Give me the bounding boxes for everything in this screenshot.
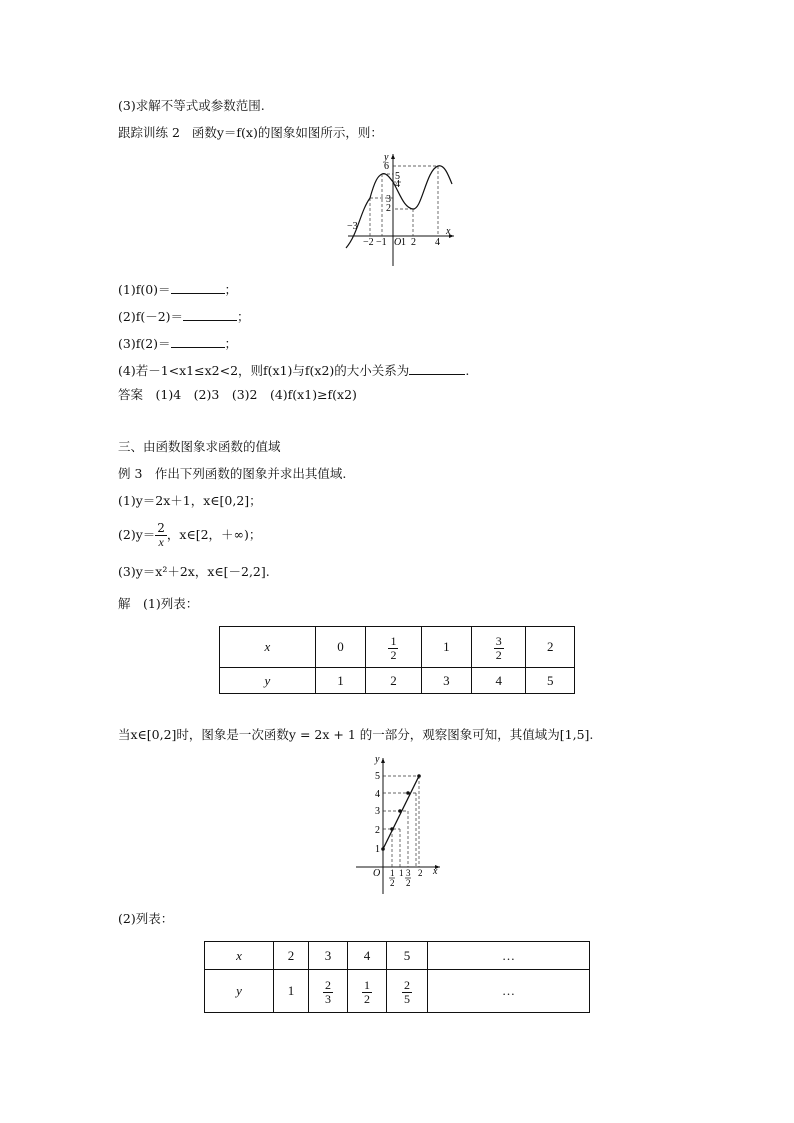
row-label-x: x — [205, 942, 274, 970]
table-cell: 2 — [274, 942, 309, 970]
graph-linear — [348, 752, 448, 897]
graph1-ytick-5: 5 — [395, 171, 400, 182]
graph1-xtick-1: 1 — [401, 237, 406, 248]
table-cell: 4 — [472, 668, 526, 694]
point — [406, 791, 410, 795]
training-label: 跟踪训练 2 — [118, 125, 180, 140]
answer-blank-3 — [171, 335, 225, 348]
example-3: 例 3 作出下列函数的图象并求出其值域. — [118, 466, 347, 481]
table-cell: $\frac{2}{3}$ — [309, 970, 348, 1013]
table-row — [220, 627, 575, 668]
graph2-x-label: x — [433, 866, 438, 877]
y-axis-arrow — [391, 154, 395, 159]
graph2-origin: O — [373, 868, 381, 879]
graph2-ytick-1: 1 — [375, 844, 380, 855]
graph1-xtick-neg2: −2 — [363, 237, 374, 248]
graph1-xtick-4: 4 — [435, 237, 440, 248]
graph2-y-label: y — [375, 754, 380, 765]
table-cell: … — [428, 942, 590, 970]
table-cell: $\frac{1}{2}$ — [366, 627, 421, 668]
table-cell: 5 — [526, 668, 575, 694]
value-table-2 — [204, 941, 590, 1013]
question-2 — [118, 308, 250, 324]
graph2-ytick-5: 5 — [375, 771, 380, 782]
problem-2-prefix: (2)y＝ — [118, 526, 156, 542]
training-heading — [118, 127, 383, 140]
conclusion-1: 当x∈[0,2]时，图象是一次函数y = 2x + 1 的一部分，观察图象可知，其值域为[1,5]. — [118, 727, 594, 742]
graph1-xtick-neg1: −1 — [376, 237, 387, 248]
question-1-end: ； — [224, 282, 238, 297]
question-1 — [118, 281, 237, 297]
table-cell: 3 — [421, 668, 471, 694]
problem-2-fraction — [155, 522, 167, 548]
question-3-end: ； — [224, 336, 238, 351]
graph2-ytick-2: 2 — [375, 825, 380, 836]
problem-3: (3)y＝x²＋2x，x∈[－2,2]. — [118, 564, 270, 579]
y-axis-arrow — [381, 758, 385, 763]
point — [398, 809, 402, 813]
question-1-text: (1)f(0)＝ — [118, 282, 171, 297]
table-cell: 2 — [526, 627, 575, 668]
graph2-xtick-half — [389, 868, 395, 888]
guide-lines — [383, 776, 419, 867]
graph-training — [330, 150, 460, 270]
graph1-origin: O — [394, 237, 402, 248]
question-2-end: ； — [237, 309, 250, 324]
table-cell: 2 — [366, 668, 421, 694]
table-cell: $\frac{1}{2}$ — [348, 970, 387, 1013]
section-heading: 三、由函数图象求函数的值域 — [118, 439, 281, 454]
table-cell: 5 — [387, 942, 428, 970]
solution-1-intro: 解 (1)列表： — [118, 596, 199, 611]
table-row — [205, 942, 590, 970]
table-cell: 0 — [315, 627, 365, 668]
value-table-1 — [219, 626, 575, 694]
table-row — [205, 970, 590, 1013]
training-text: 函数y＝f(x)的图象如图所示，则： — [191, 125, 383, 140]
point — [417, 774, 421, 778]
table-cell: 1 — [421, 627, 471, 668]
table-cell: 4 — [348, 942, 387, 970]
graph1-ytick-4: 4 — [395, 179, 400, 190]
graph1-xtick-2: 2 — [411, 237, 416, 248]
row-label-y: y — [220, 668, 316, 694]
row-label-x: x — [220, 627, 316, 668]
answer-blank-4 — [409, 362, 465, 375]
graph2-xtick-2: 2 — [418, 868, 423, 878]
answer-line: 答案 (1)4 (2)3 (3)2 (4)f(x1)≥f(x2) — [118, 387, 357, 402]
guide-lines — [370, 166, 438, 236]
question-4-text: (4)若－1<x1≤x2<2，则f(x1)与f(x2)的大小关系为 — [118, 363, 410, 378]
graph1-ytick-6: 6 — [384, 161, 389, 172]
problem-2 — [118, 522, 261, 548]
graph2-ytick-3: 3 — [375, 806, 380, 817]
svg-text:2: 2 — [406, 878, 411, 888]
svg-text:2: 2 — [390, 878, 395, 888]
answer-blank-2 — [183, 308, 237, 321]
graph1-ytick-3: 3 — [386, 194, 391, 205]
graph1-left-label: −3 — [347, 221, 358, 232]
table-cell: 3 — [309, 942, 348, 970]
graph1-x-label: x — [446, 226, 451, 237]
fraction-denominator: x — [158, 534, 164, 549]
condition-line-3: (3)求解不等式或参数范围. — [118, 98, 265, 113]
table-row — [220, 668, 575, 694]
fraction-numerator: 2 — [157, 521, 165, 535]
problem-2-suffix: ，x∈[2，＋∞)； — [166, 526, 262, 542]
solution-2-intro: (2)列表： — [118, 911, 174, 926]
line-segment — [383, 776, 419, 849]
answer-blank-1 — [171, 281, 225, 294]
table-cell: 1 — [315, 668, 365, 694]
graph1-y-label: y — [384, 152, 389, 163]
question-3-text: (3)f(2)＝ — [118, 336, 171, 351]
question-4 — [118, 362, 469, 378]
point — [390, 827, 394, 831]
question-2-text: (2)f(－2)＝ — [118, 309, 184, 324]
svg-text:1: 1 — [390, 868, 395, 878]
graph1-ytick-2: 2 — [386, 203, 391, 214]
table-cell: … — [428, 970, 590, 1013]
table-cell: $\frac{2}{5}$ — [387, 970, 428, 1013]
question-4-end: . — [465, 363, 470, 378]
table-cell: 1 — [274, 970, 309, 1013]
point — [381, 847, 385, 851]
problem-1: (1)y＝2x＋1，x∈[0,2]； — [118, 493, 262, 508]
svg-text:3: 3 — [406, 868, 411, 878]
question-3 — [118, 335, 237, 351]
graph2-xtick-1: 1 — [399, 868, 404, 878]
graph2-ytick-4: 4 — [375, 789, 380, 800]
table-cell: $\frac{3}{2}$ — [472, 627, 526, 668]
graph2-xtick-three-halves — [405, 868, 411, 888]
row-label-y: y — [205, 970, 274, 1013]
